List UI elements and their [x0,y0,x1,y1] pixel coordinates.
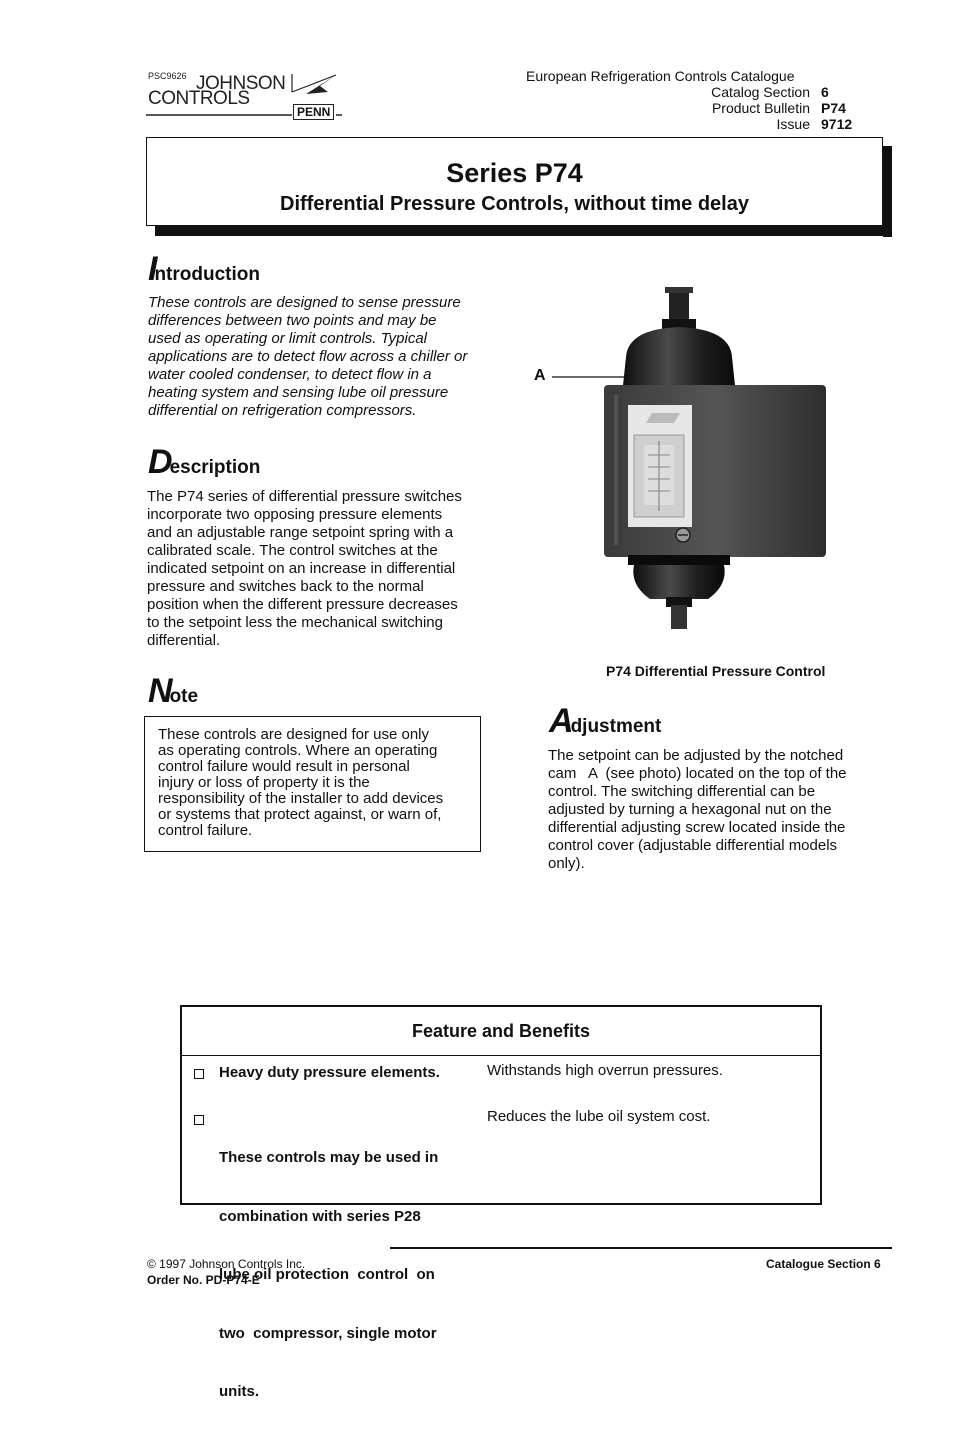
text-line: differential. [147,632,221,649]
footer-section: Catalogue Section 6 [766,1257,881,1271]
text-line: adjusted by turning a hexagonal nut on the [548,801,832,818]
description-body [147,488,497,650]
text-line: only). [548,855,585,872]
text-line: units. [219,1383,259,1400]
introduction-body [148,294,498,420]
product-photo [548,285,838,635]
header-label-section: Catalog Section [711,84,810,100]
text-line: as operating controls. Where an operating [158,742,438,759]
text-line: position when the different pressure decreases [147,596,458,613]
text-line: These controls are designed for use only [158,726,429,743]
description-heading-rest: escription [169,457,261,478]
text-line: incorporate two opposing pressure elements [147,506,443,523]
description-initial: D [148,443,170,481]
benefit-2: Reduces the lube oil system cost. [487,1108,711,1125]
introduction-heading-rest: ntroduction [154,264,260,285]
text-line: lube oil protection control on [219,1266,435,1283]
text-line: water cooled condenser, to detect flow in a [148,366,432,383]
text-line: cam A (see photo) located on the top of the [548,765,847,782]
text-line: differential adjusting screw located inside the [548,819,846,836]
note-heading [148,672,198,711]
header-label-bulletin: Product Bulletin [711,100,810,116]
text-line: pressure and switches back to the normal [147,578,424,595]
introduction-heading [148,250,260,289]
title-box [146,137,883,226]
feature-1 [219,1063,440,1083]
note-initial: N [148,672,170,710]
text-line: These controls are designed to sense pressure [148,294,461,311]
text-line: control failure. [158,822,253,839]
text-line: used as operating or limit controls. Typical [148,330,428,347]
footer-order-number: Order No. PD-P74-E [147,1273,260,1287]
text-line: or systems that protect against, or warn of, [158,806,442,823]
text-line: two compressor, single motor [219,1324,437,1342]
text-line: Heavy duty pressure elements. [219,1064,440,1081]
adjustment-initial: A [549,702,571,740]
text-line: control. The switching differential can be [548,783,816,800]
text-line: injury or loss of property it is the [158,774,370,791]
logo-badge-penn: PENN [293,104,334,120]
text-line: indicated setpoint on an increase in differential [147,560,456,577]
title-shadow-bottom [155,226,892,236]
footer-copyright: © 1997 Johnson Controls Inc. [147,1257,306,1271]
page-subtitle: Differential Pressure Controls, without time delay [280,193,749,215]
description-heading [148,443,260,482]
adjustment-body [548,747,898,873]
catalogue-title: European Refrigeration Controls Catalogue [526,68,795,84]
note-heading-rest: ote [169,686,199,707]
header-value-section: 6 [821,84,829,100]
text-line: control failure would result in personal [158,758,410,775]
text-line: and an adjustable range setpoint spring with a [147,524,454,541]
photo-caption: P74 Differential Pressure Control [606,663,826,679]
adjustment-heading-rest: djustment [570,716,662,737]
text-line: to the setpoint less the mechanical switching [147,614,443,631]
text-line: These controls may be used in [219,1149,439,1166]
logo-word-controls: CONTROLS [148,88,250,109]
photo-callout-label: A [534,367,546,384]
text-line: The P74 series of differential pressure switches [147,488,462,505]
text-line: heating system and sensing lube oil pressure [148,384,449,401]
header-value-bulletin: P74 [821,100,846,116]
text-line: differential on refrigeration compressors. [148,402,417,419]
features-title: Feature and Benefits [182,1007,820,1056]
text-line: combination with series P28 [219,1207,421,1225]
checkbox-icon [194,1115,204,1125]
page-title: Series P74 [446,158,583,188]
text-line: calibrated scale. The control switches at the [147,542,438,559]
header-label-issue: Issue [776,116,810,132]
text-line: The setpoint can be adjusted by the notched [548,747,844,764]
header-value-issue: 9712 [821,116,853,132]
document-code: PSC9626 [148,71,187,81]
adjustment-heading [549,702,661,741]
benefit-1: Withstands high overrun pressures. [487,1062,723,1079]
logo-word-johnson: JOHNSON [196,73,286,94]
logo-graphic-icon [146,72,346,132]
checkbox-icon [194,1069,204,1079]
note-box [144,716,481,852]
footer-rule [390,1247,892,1249]
text-line: responsibility of the installer to add devices [158,790,444,807]
text-line: applications are to detect flow across a chiller or [148,348,468,365]
title-shadow-right [883,146,892,237]
introduction-initial: I [148,250,155,288]
text-line: control cover (adjustable differential models [548,837,838,854]
text-line: differences between two points and may be [148,312,437,329]
